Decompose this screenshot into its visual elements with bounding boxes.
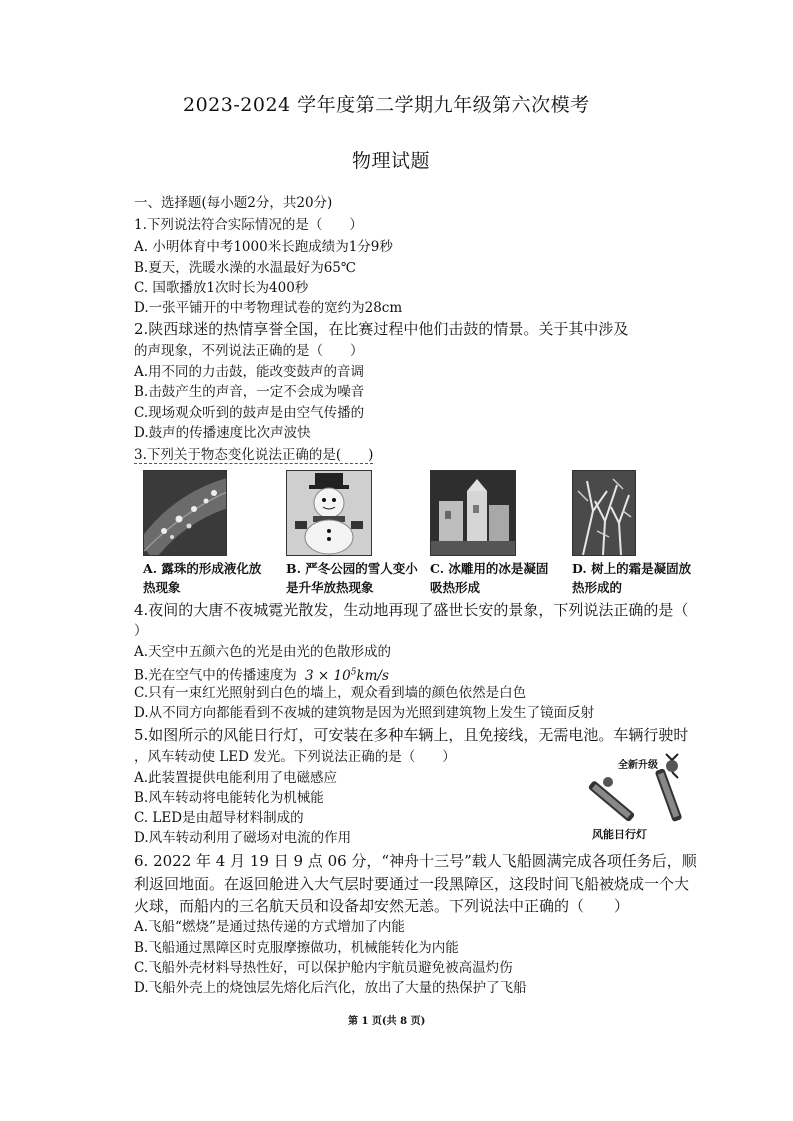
frost-tree-icon — [573, 471, 635, 555]
q2-option-a: A.用不同的力击鼓，能改变鼓声的音调 — [134, 364, 365, 380]
q4-option-c: C.只有一束红光照射到白色的墙上，观众看到墙的颜色依然是白色 — [134, 685, 527, 701]
q1-option-a: A. 小明体育中考1000米长跑成绩为1分9秒 — [134, 239, 393, 255]
dew-leaf-icon — [144, 471, 226, 555]
q4-speed-formula — [305, 668, 389, 684]
q5-option-c: C. LED是由超导材料制成的 — [134, 810, 304, 826]
q5-option-d: D.风车转动利用了磁场对电流的作用 — [134, 830, 352, 846]
exam-title: 2023-2024 学年度第二学期九年级第六次模考 — [183, 94, 590, 116]
q5-stem-line2: ，风车转动使 LED 发光。下列说法正确的是（ ） — [134, 749, 456, 765]
photo-snowman — [286, 470, 372, 556]
q5-option-a: A.此装置提供电能利用了电磁感应 — [134, 770, 338, 786]
exam-subtitle: 物理试题 — [352, 150, 431, 172]
q4-option-d: D.从不同方向都能看到不夜城的建筑物是因为光照到建筑物上发生了镜面反射 — [134, 705, 595, 721]
q6-stem-line1: 6. 2022 年 4 月 19 日 9 点 06 分，“神舟十三号”载人飞船圆满完成各项任务后，顺 — [134, 852, 697, 870]
q6-stem-line2: 利返回地面。在返回舱进入大气层时要通过一段黑障区，这段时间飞船被烧成一个大 — [134, 875, 690, 893]
q4-stem-line2: ） — [134, 623, 148, 639]
q2-stem-line1: 2.陕西球迷的热情享誉全国，在比赛过程中他们击鼓的情景。关于其中涉及 — [134, 320, 629, 338]
q6-option-b: B.飞船通过黑障区时克服摩擦做功，机械能转化为内能 — [134, 940, 459, 956]
snowman-icon — [287, 471, 371, 555]
q2-option-b: B.击鼓产生的声音，一定不会成为噪音 — [134, 384, 365, 400]
q5-option-b: B.风车转动将电能转化为机械能 — [134, 790, 324, 806]
q6-option-c: C.飞船外壳材料导热性好，可以保护舱内宇航员避免被高温灼伤 — [134, 960, 513, 976]
q3-stem-text: 3.下列关于物态变化说法正确的是( ) — [134, 447, 374, 463]
q3-caption-c: C. 冰雕用的冰是凝固吸热形成 — [430, 561, 549, 595]
section-heading: 一、选择题(每小题2分，共20分) — [134, 195, 333, 211]
q3-caption-d: D. 树上的霜是凝固放热形成的 — [572, 561, 692, 595]
figure-label-wind-light: 风能日行灯 — [592, 828, 647, 841]
q3-stem — [134, 446, 373, 464]
q4-option-b-text: B.光在空气中的传播速度为 — [134, 667, 297, 684]
q4-speed-unit: km/s — [356, 667, 389, 684]
photo-dew — [143, 470, 227, 556]
q2-option-d: D.鼓声的传播速度比次声波快 — [134, 425, 311, 441]
q1-stem: 1.下列说法符合实际情况的是（ ） — [134, 217, 363, 233]
q1-option-c: C. 国歌播放1次时长为400秒 — [134, 280, 309, 296]
q6-stem-line3: 火球，而船内的三名航天员和设备却安然无恙。下列说法中正确的（ ） — [134, 897, 630, 915]
figure-label-upgrade: 全新升级 — [618, 760, 658, 771]
ice-sculpture-icon — [431, 471, 515, 555]
page-footer: 第 1 页(共 8 页) — [348, 1016, 426, 1027]
q4-speed-base: 3 × 10 — [305, 667, 351, 684]
q4-stem-line1: 4.夜间的大唐不夜城霓光散发，生动地再现了盛世长安的景象，下列说法正确的是（ — [134, 601, 689, 619]
q4-option-a: A.天空中五颜六色的光是由光的色散形成的 — [134, 644, 392, 660]
q1-option-d: D.一张平铺开的中考物理试卷的宽约为28cm — [134, 300, 403, 316]
wind-drl-figure — [586, 750, 696, 842]
q6-option-d: D.飞船外壳上的烧蚀层先熔化后汽化，放出了大量的热保护了飞船 — [134, 980, 527, 996]
photo-frost-tree — [572, 470, 636, 556]
q6-option-a: A.飞船“燃烧”是通过热传递的方式增加了内能 — [134, 919, 405, 935]
photo-ice-sculpture — [430, 470, 516, 556]
q1-option-b: B.夏天，洗暖水澡的水温最好为65℃ — [134, 260, 356, 276]
q2-stem-line2: 的声现象，不列说法正确的是（ ） — [134, 343, 364, 359]
q4-speed-exponent: 5 — [350, 667, 357, 677]
q3-caption-a: A. 露珠的形成液化放热现象 — [143, 561, 262, 595]
q4-option-b — [134, 663, 389, 685]
q2-option-c: C.现场观众听到的鼓声是由空气传播的 — [134, 405, 365, 421]
q5-stem-line1: 5.如图所示的风能日行灯，可安装在多种车辆上，且免接线，无需电池。车辆行驶时 — [134, 726, 689, 744]
q3-caption-b: B. 严冬公园的雪人变小是升华放热现象 — [286, 561, 418, 595]
